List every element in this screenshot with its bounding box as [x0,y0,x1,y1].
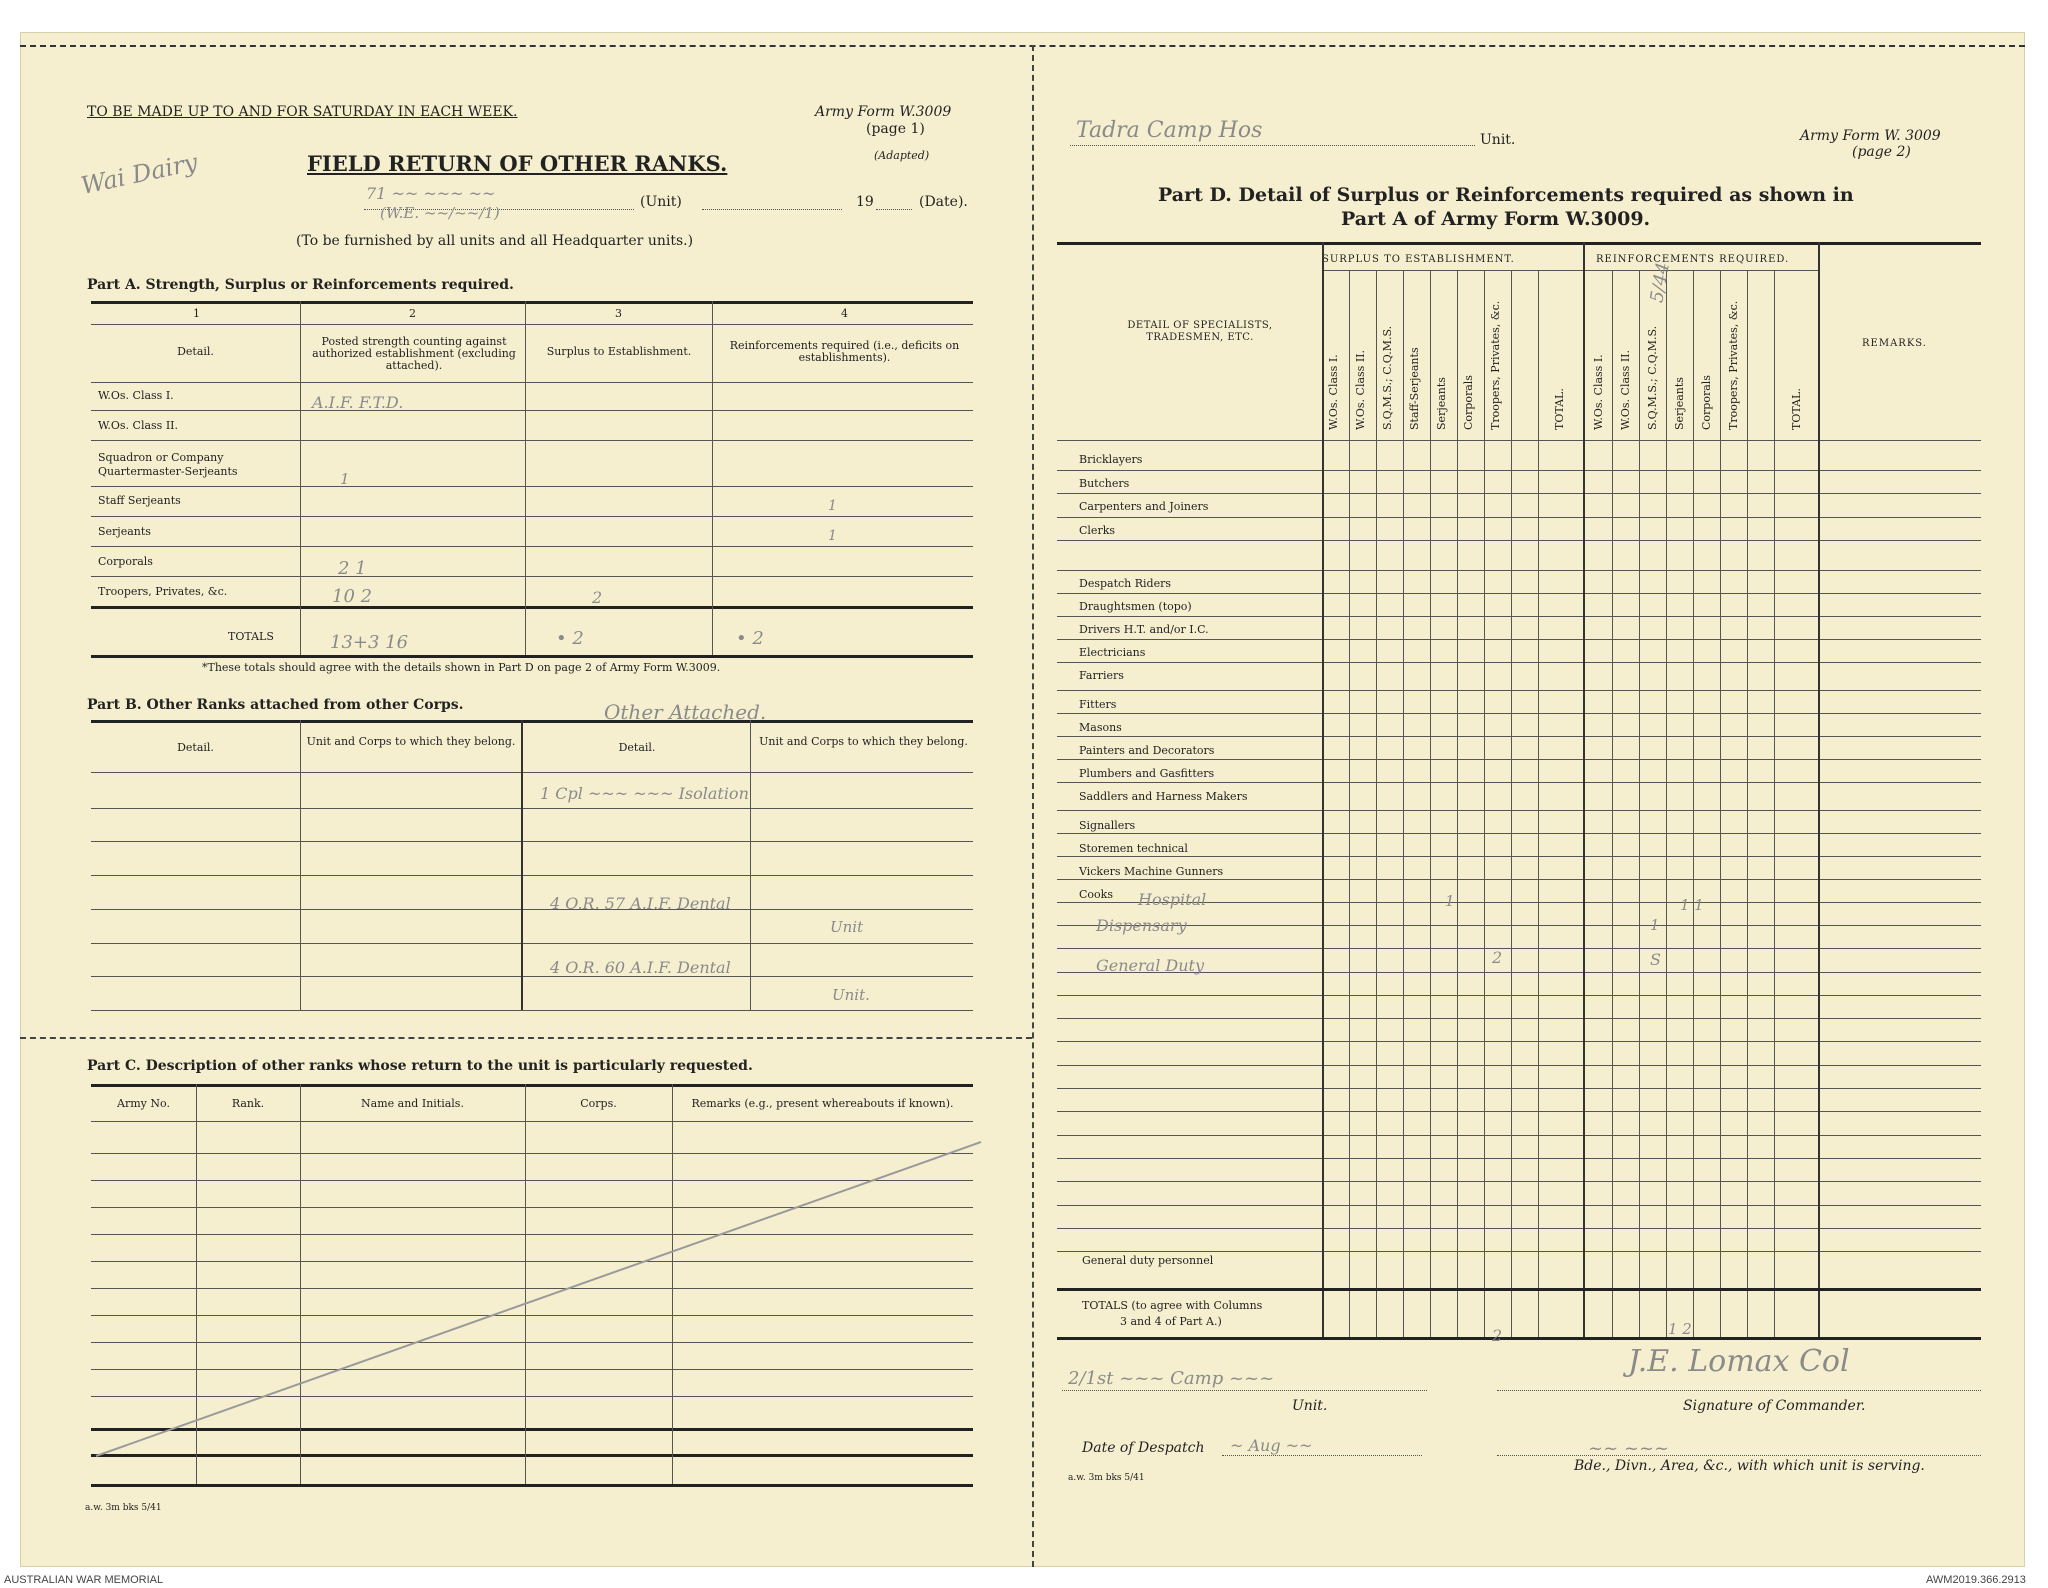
trade-bricklayers: Bricklayers [1079,453,1143,466]
grid-row-rule [1057,833,1981,834]
rank-col-r-3: Serjeants [1673,377,1686,430]
grid-col-divider [1538,270,1539,1337]
trade-general-duty: General duty personnel [1082,1254,1214,1267]
handwriting-aif: A.I.F. F.T.D. [312,393,404,412]
grid-col-divider [1511,270,1512,1337]
row-rule [91,410,973,411]
part-d-top-rule [1057,242,1981,245]
grid-row-rule [1057,995,1981,996]
sig-unit-dotline [1062,1390,1427,1391]
handwriting-totals-surplus: • 2 [556,628,584,649]
totals-top-rule [91,606,973,609]
grid-col-divider [1720,270,1721,1337]
handwriting-unit-right: Tadra Camp Hos [1076,118,1263,143]
row-troopers: Troopers, Privates, &c. [98,585,228,598]
handwriting-other-attached: Other Attached. [604,700,767,724]
page-number-right: (page 2) [1852,144,1911,160]
handwriting-surplus-troopers: 2 [592,588,603,607]
part-a-heading: Part A. Strength, Surplus or Reinforcements required. [87,277,514,293]
trade-despatch-riders: Despatch Riders [1079,577,1171,590]
rank-col-s-1: W.Os. Class II. [1354,349,1367,430]
grid-col-divider [1818,242,1820,1337]
year-dotline [876,209,912,210]
fold-line-top [20,45,2025,47]
row-wo-class-1: W.Os. Class I. [98,389,174,402]
part-a-footnote: *These totals should agree with the details shown in Part D on page 2 of Army Form W.3009. [202,661,721,674]
trade-butchers: Butchers [1079,477,1130,490]
row-rule [91,546,973,547]
row-serjeants: Serjeants [98,525,151,538]
part-b-col-unit-1: Unit and Corps to which they belong. [306,735,516,748]
part-c-col-name: Name and Initials. [361,1097,464,1110]
part-c-col-remarks: Remarks (e.g., present whereabouts if known). [691,1097,954,1110]
grid-row-rule [1057,948,1981,949]
handwriting-posted-troopers: 10 2 [332,586,373,607]
part-d-bottom-rule [1057,1337,1981,1340]
rank-col-s-2: S.Q.M.S.; C.Q.M.S. [1381,325,1394,430]
part-b-col-detail-2: Detail. [618,741,656,754]
grid-row-rule [1057,662,1981,663]
despatch-label: Date of Despatch [1082,1440,1205,1456]
trade-drivers: Drivers H.T. and/or I.C. [1079,623,1209,636]
grid-row-rule [1057,1158,1981,1159]
trade-carpenters: Carpenters and Joiners [1079,500,1209,513]
part-b-col-detail-1: Detail. [177,741,214,754]
unit-label-right: Unit. [1480,132,1516,148]
part-c-col-rank: Rank. [231,1097,265,1110]
grid-row-rule [1057,879,1981,880]
row-staff-serjeants: Staff Serjeants [98,494,181,507]
trade-fitters: Fitters [1079,698,1117,711]
handwriting-totals-reinf: • 2 [736,628,764,649]
handwriting-despatch-date: ~ Aug ~~ [1230,1436,1313,1455]
grid-row-rule [1057,570,1981,571]
handwriting-mark-3: 1 [1650,916,1660,934]
rank-col-s-3: Staff-Serjeants [1408,347,1421,430]
col-number-2: 2 [409,307,416,320]
trade-draughtsmen: Draughtsmen (topo) [1079,600,1192,613]
rank-col-s-total: TOTAL. [1553,388,1566,430]
form-title: FIELD RETURN OF OTHER RANKS. [307,151,728,176]
grid-row-rule [1057,1181,1981,1182]
part-d-title-2: Part A of Army Form W.3009. [1341,208,1651,230]
grid-row-rule [1057,1065,1981,1066]
grid-col-divider [1349,270,1350,1337]
grid-row-rule [1057,1018,1981,1019]
bde-label: Bde., Divn., Area, &c., with which unit is serving. [1574,1458,1925,1474]
sig-commander-label: Signature of Commander. [1683,1398,1866,1414]
row-rule [91,808,973,809]
col-header-reinforcements: Reinforcements required (i.e., deficits on establishments). [729,339,960,364]
part-b-heading: Part B. Other Ranks attached from other Corps. [87,697,464,713]
handwriting-part-b-1: 1 Cpl ~~~ ~~~ Isolation [540,784,749,803]
grid-col-divider [1693,270,1694,1337]
trade-plumbers: Plumbers and Gasfitters [1079,767,1215,780]
row-rule [91,909,973,910]
part-b-top-rule [91,720,973,723]
grid-col-divider [1612,270,1613,1337]
part-d-title-1: Part D. Detail of Surplus or Reinforcements required as shown in [1158,184,1854,206]
handwriting-signature: J.E. Lomax Col [1628,1344,1850,1379]
grid-col-divider [1376,270,1377,1337]
rank-col-r-4: Corporals [1700,375,1713,430]
rank-col-r-0: W.Os. Class I. [1592,354,1605,430]
part-a-header-rule [91,382,973,383]
date-dotline [702,209,842,210]
group-header-rule [1322,270,1818,271]
printer-code-left: a.w. 3m bks 5/41 [85,1503,162,1513]
col-divider [521,720,523,1010]
col-divider [300,720,301,1010]
row-rule [91,772,973,773]
row-rule [91,486,973,487]
grid-row-rule [1057,810,1981,811]
row-wo-class-2: W.Os. Class II. [98,419,179,432]
grid-col-divider [1666,270,1667,1337]
row-rule [91,576,973,577]
totals-label: TOTALS [228,630,274,643]
row-quartermaster-serjeants: Squadron or Company Quartermaster-Serjeants [98,451,238,478]
trade-farriers: Farriers [1079,669,1124,682]
grid-row-rule [1057,616,1981,617]
trade-electricians: Electricians [1079,646,1146,659]
army-form-label-right: Army Form W. 3009 [1800,128,1941,144]
part-c-col-army-no: Army No. [117,1097,170,1110]
col-divider [750,720,751,1010]
trade-signallers: Signallers [1079,819,1136,832]
unit-label: (Unit) [640,194,682,210]
rank-col-r-1: W.Os. Class II. [1619,349,1632,430]
grid-row-rule [1057,690,1981,691]
grid-row-rule [1057,856,1981,857]
rank-col-s-4: Serjeants [1435,377,1448,430]
sig-unit-label: Unit. [1292,1398,1328,1414]
part-c-bottom-rule [91,1484,973,1487]
row-rule [91,976,973,977]
part-c-col-corps: Corps. [580,1097,617,1110]
sig-commander-dotline [1497,1390,1981,1391]
grid-row-rule [1057,1205,1981,1206]
grid-row-rule [1057,639,1981,640]
grid-row-rule [1057,493,1981,494]
part-a-bottom-rule [91,655,973,658]
grid-col-divider [1322,242,1324,1337]
despatch-dotline [1222,1455,1422,1456]
grid-col-divider [1403,270,1404,1337]
handwriting-unit-ref: (W.E. ~~/~~/1) [380,204,500,222]
col-detail-specialists: DETAIL OF SPECIALISTS, TRADESMEN, ETC. [1127,320,1273,343]
row-rule [91,516,973,517]
grid-row-rule [1057,540,1981,541]
handwriting-totals-posted: 13+3 16 [330,632,409,653]
unit-dotline-right [1070,145,1475,146]
row-rule [91,875,973,876]
grid-col-divider [1747,270,1748,1337]
handwriting-mark-1: 1 [1445,892,1455,910]
grid-row-rule [1057,1111,1981,1112]
footer-accession-number: AWM2019.366.2913 [1926,1574,2026,1586]
form-subtitle: (To be furnished by all units and all Headquarter units.) [296,233,694,249]
row-corporals: Corporals [98,555,153,568]
grid-row-rule [1057,517,1981,518]
col-divider [525,301,526,655]
grid-row-rule [1057,593,1981,594]
row-rule [91,841,973,842]
handwriting-mark-5: S [1650,950,1661,969]
grid-row-rule [1057,782,1981,783]
trade-vickers-gunners: Vickers Machine Gunners [1079,865,1224,878]
surplus-header: SURPLUS TO ESTABLISHMENT. [1322,254,1515,265]
fold-line-middle [20,1037,1032,1039]
grid-col-divider [1774,270,1775,1337]
handwriting-mark-2: 1 1 [1680,896,1704,914]
part-a-number-rule [91,324,973,325]
part-c-top-rule [91,1084,973,1087]
rank-col-s-0: W.Os. Class I. [1327,354,1340,430]
handwriting-general-duty: General Duty [1096,956,1205,975]
trade-painters: Painters and Decorators [1079,744,1215,757]
page-number: (page 1) [866,121,925,137]
col-divider [712,301,713,655]
printer-code-right: a.w. 3m bks 5/41 [1068,1473,1145,1483]
col-number-3: 3 [615,307,622,320]
col-header-surplus: Surplus to Establishment. [546,345,692,358]
part-c-heading: Part C. Description of other ranks whose return to the unit is particularly requested. [87,1058,753,1074]
grid-row-rule [1057,1228,1981,1229]
handwriting-reinf-serjeants: 1 [828,528,837,544]
row-rule [91,440,973,441]
instruction-text: TO BE MADE UP TO AND FOR SATURDAY IN EACH WEEK. [87,104,518,120]
handwriting-hospital: Hospital [1138,890,1207,909]
adapted-label: (Adapted) [874,149,930,162]
remarks-header: REMARKS. [1862,338,1927,349]
col-divider [300,301,301,655]
handwriting-reinf-staff: 1 [828,498,837,514]
handwriting-part-b-4: 4 O.R. 60 A.I.F. Dental [550,958,731,977]
part-b-col-unit-2: Unit and Corps to which they belong. [759,735,968,748]
handwriting-mark-4: 2 [1492,948,1503,967]
row-rule [91,943,973,944]
rank-col-r-5: Troopers, Privates, &c. [1727,300,1740,430]
handwriting-reinf-stamp: 5/44 [1646,260,1675,305]
rank-col-s-6: Troopers, Privates, &c. [1489,300,1502,430]
handwriting-totals-right: 2 [1492,1326,1503,1345]
trade-saddlers: Saddlers and Harness Makers [1079,790,1248,803]
year-prefix: 19 [856,194,874,210]
date-label: (Date). [919,194,968,210]
handwriting-dispensary: Dispensary [1096,916,1187,935]
handwriting-part-b-3: Unit [830,918,864,936]
handwriting-totals-reinf-right: 1 2 [1668,1320,1692,1338]
rank-col-r-total: TOTAL. [1790,388,1803,430]
grid-row-rule [1057,1135,1981,1136]
totals-top-rule-right [1057,1288,1981,1291]
grid-row-rule [1057,1041,1981,1042]
fold-line-center [1032,45,1034,1567]
handwriting-unit: 71 ~~ ~~~ ~~ [366,184,496,203]
trade-masons: Masons [1079,721,1122,734]
handwriting-mark: 1 [340,470,350,488]
grid-col-divider [1484,270,1485,1337]
grid-row-rule [1057,713,1981,714]
trade-clerks: Clerks [1079,524,1116,537]
handwriting-bde: ~~ ~~~ [1588,1438,1670,1459]
handwriting-posted-corporals: 2 1 [338,558,367,579]
col-number-1: 1 [193,307,200,320]
col-header-detail: Detail. [177,345,214,358]
grid-row-rule [1057,759,1981,760]
col-number-4: 4 [841,307,848,320]
grid-row-rule [1057,1251,1981,1252]
rank-col-s-5: Corporals [1462,375,1475,430]
grid-col-divider [1583,242,1585,1337]
grid-col-divider [1639,270,1640,1337]
handwriting-war-diary: Wai Dairy [78,147,201,201]
handwriting-part-b-5: Unit. [832,986,870,1004]
grid-row-rule [1057,925,1981,926]
grid-row-rule [1057,470,1981,471]
col-header-posted-strength: Posted strength counting against authorized establishment (excluding attached). [312,335,516,372]
trade-storemen: Storemen technical [1079,842,1188,855]
totals-label-right-2: 3 and 4 of Part A.) [1120,1315,1222,1328]
bde-dotline [1497,1455,1981,1456]
trade-cooks: Cooks [1079,888,1113,901]
row-rule [91,1010,973,1011]
row-rule [91,1121,973,1122]
part-a-top-rule [91,301,973,304]
handwriting-sig-unit: 2/1st ~~~ Camp ~~~ [1068,1368,1275,1389]
grid-col-divider [1457,270,1458,1337]
footer-institution: AUSTRALIAN WAR MEMORIAL [4,1574,164,1586]
part-d-header-rule [1057,440,1981,441]
army-form-label: Army Form W.3009 [815,104,952,120]
grid-row-rule [1057,736,1981,737]
grid-row-rule [1057,1088,1981,1089]
handwriting-part-b-2: 4 O.R. 57 A.I.F. Dental [550,894,731,913]
totals-label-right-1: TOTALS (to agree with Columns [1082,1299,1263,1312]
rank-col-r-2: S.Q.M.S.; C.Q.M.S. [1646,325,1659,430]
reinforcements-header: REINFORCEMENTS REQUIRED. [1596,254,1790,265]
diagonal-cancel-line [91,1130,991,1460]
grid-col-divider [1430,270,1431,1337]
